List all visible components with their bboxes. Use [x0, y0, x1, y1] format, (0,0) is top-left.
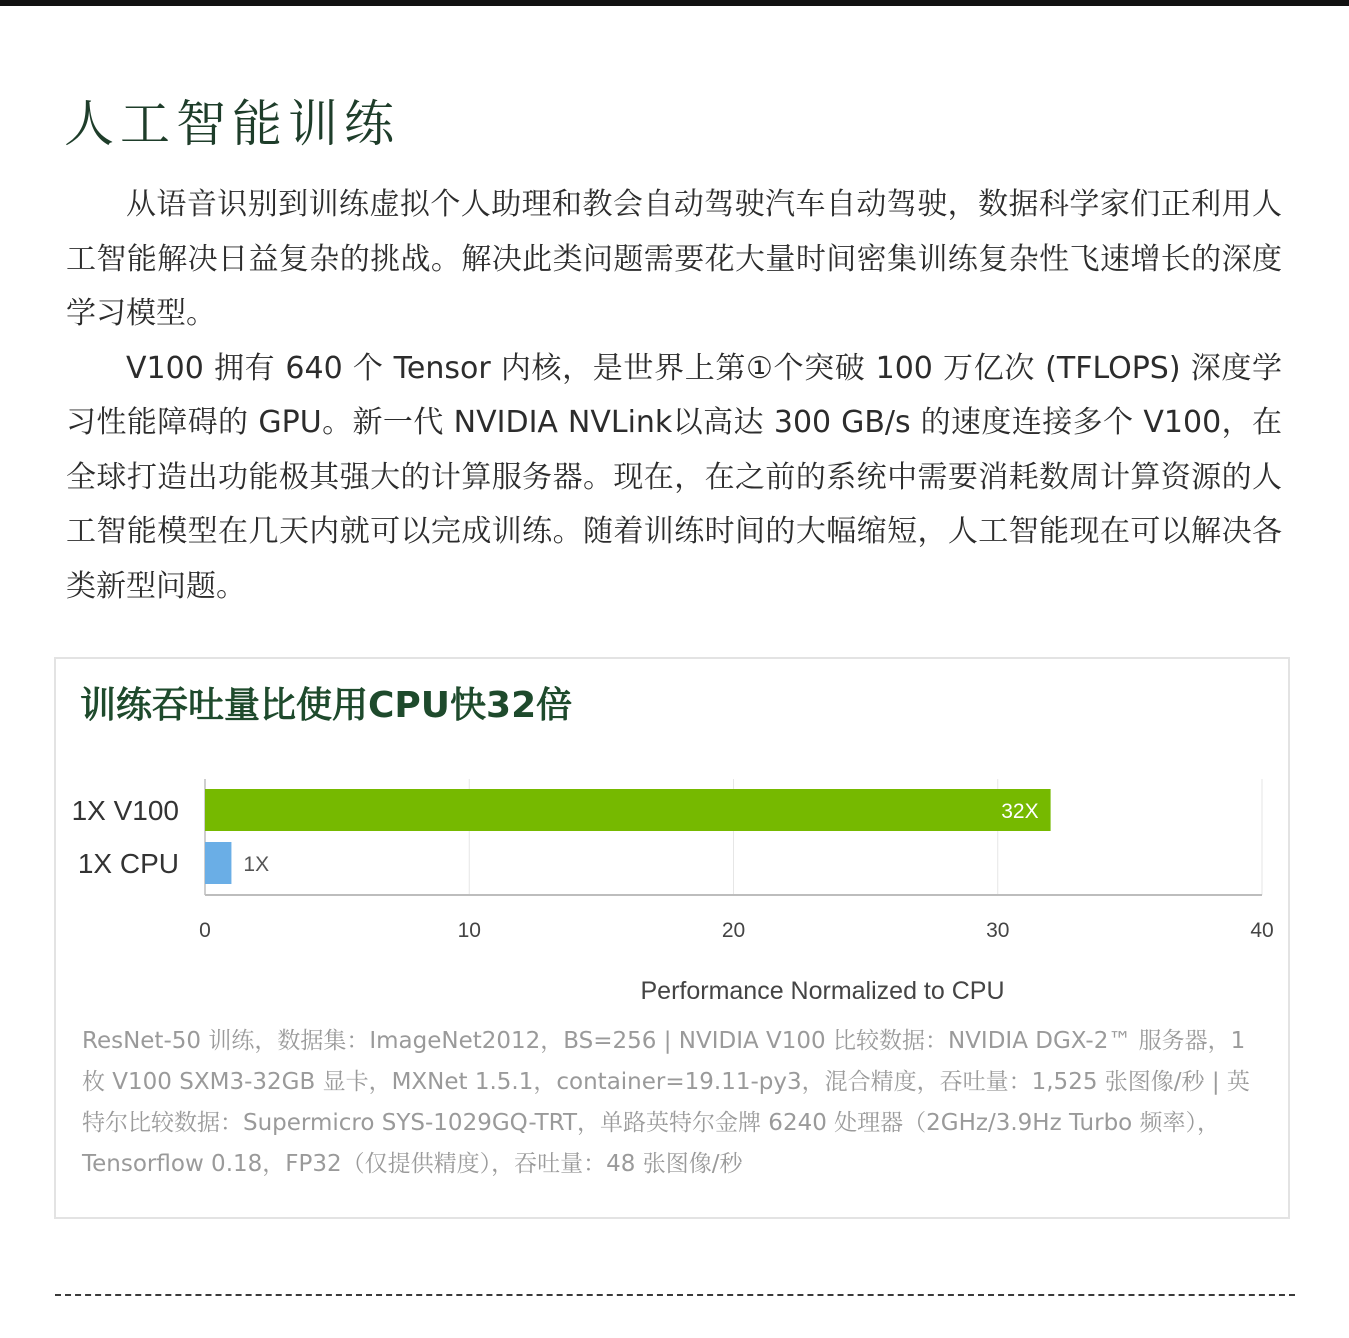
x-tick-label: 20: [721, 919, 746, 942]
category-label: 1X V100: [71, 795, 179, 826]
data-label: 1X: [243, 853, 270, 876]
data-label: 32X: [1001, 800, 1039, 823]
category-label: 1X CPU: [77, 848, 179, 879]
bar-chart: [56, 659, 1288, 1019]
paragraph-2: V100 拥有 640 个 Tensor 内核，是世界上第①个突破 100 万亿次 (TFLOPS) 深度学习性能障碍的 GPU。新一代 NVIDIA NVLink以高达 300 GB/s 的速度连接多个 V100，在全球打造出功能极其强大的计算服务器。现在，在之前的系统中需要消耗数周计算资源的人工智能模型在几天内就可以完成训练。随着训练时间的大幅缩短，人工智能现在可以解决各类新型问题。: [66, 350, 1282, 604]
x-tick-label: 0: [199, 919, 211, 942]
chart-footnote: ResNet-50 训练，数据集：ImageNet2012，BS=256 | NVIDIA V100 比较数据：NVIDIA DGX-2™ 服务器，1枚 V100 SXM3-32GB 显卡，MXNet 1.5.1，container=19.11-py3，混合精度，吞吐量：1,525 张图像/秒 | 英特尔比较数据：Supermicro SYS-1029GQ-TRT，单路英特尔金牌 6240 处理器（2GHz/3.9Hz Turbo 频率），Tensorflow 0.18，FP32（仅提供精度），吞吐量：48 张图像/秒: [82, 1028, 1250, 1177]
article-body: [66, 178, 1282, 614]
x-tick-label: 30: [986, 919, 1010, 942]
dashed-divider: [55, 1294, 1295, 1296]
paragraph-1: 从语音识别到训练虚拟个人助理和教会自动驾驶汽车自动驾驶，数据科学家们正利用人工智能解决日益复杂的挑战。解决此类问题需要花大量时间密集训练复杂性飞速增长的深度学习模型。: [66, 187, 1282, 331]
top-rule: [0, 0, 1349, 6]
chart-title: 训练吞吐量比使用CPU快32倍: [80, 685, 573, 726]
bar-v100: [205, 789, 1051, 831]
x-tick-label: 10: [457, 919, 481, 942]
page-title: 人工智能训练: [64, 95, 400, 153]
x-axis-title: Performance Normalized to CPU: [640, 977, 1005, 1005]
x-tick-label: 40: [1250, 919, 1274, 942]
bar-cpu: [205, 842, 231, 884]
chart-card: [54, 657, 1290, 1219]
